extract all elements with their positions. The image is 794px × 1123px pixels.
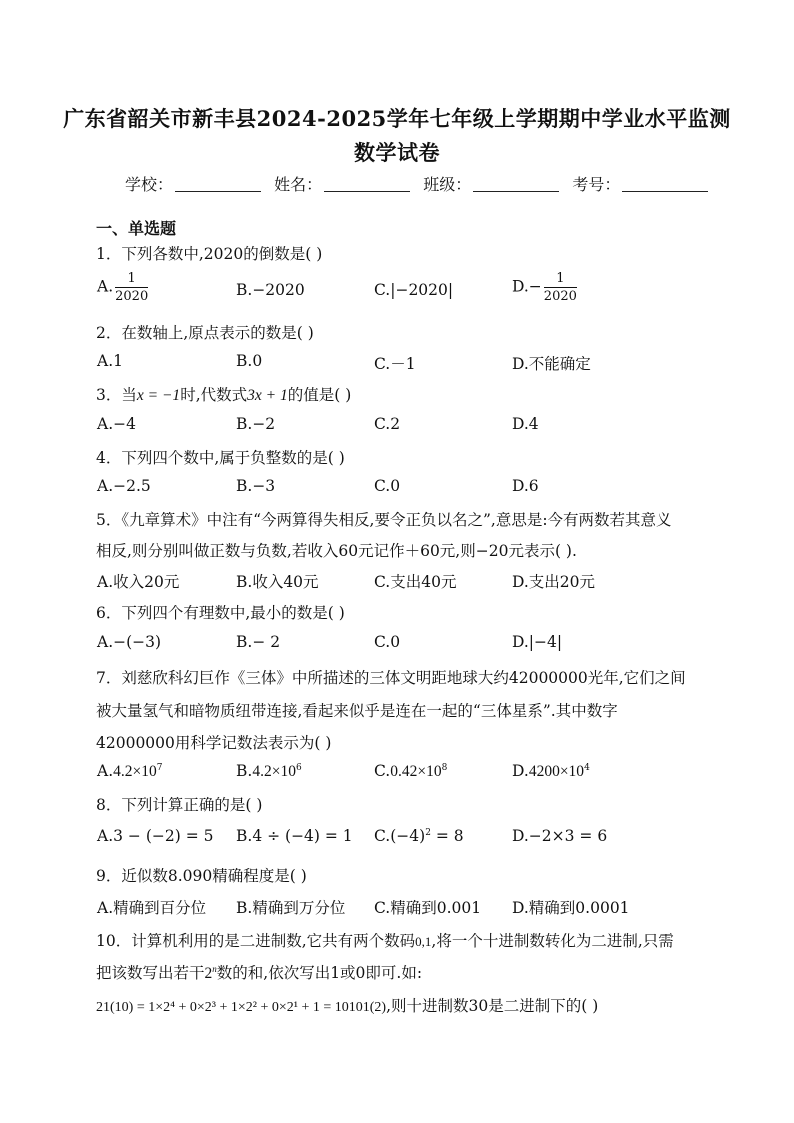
question-8-option-a: A.3 − (−2) = 5 — [97, 827, 214, 845]
question-7-option-c — [374, 762, 447, 781]
class-blank[interactable] — [473, 177, 559, 192]
exam-number-label: 考号： — [572, 175, 621, 194]
stem-text: 3．当 — [96, 386, 137, 404]
fraction — [544, 272, 577, 303]
section-title: 一、单选题 — [96, 219, 177, 238]
math-expression: 2 — [204, 965, 213, 982]
question-9-option-a: A.精确到百分位 — [97, 899, 207, 917]
question-1-option-d — [512, 272, 577, 303]
exam-subtitle: 数学试卷 — [354, 140, 440, 165]
option-label: A. — [97, 762, 114, 780]
question-1-option-b: B.−2020 — [236, 281, 305, 299]
question-2-option-c: C.－1 — [374, 355, 416, 373]
question-9-stem: 9．近似数8.090精确程度是( ) — [96, 867, 307, 885]
question-4-option-d: D.6 — [512, 477, 539, 495]
math-expression: 0,1 — [415, 934, 432, 949]
question-3-option-d: D.4 — [512, 415, 539, 433]
exponent: 2 — [425, 827, 431, 838]
question-9-option-c: C.精确到0.001 — [374, 899, 482, 917]
option-value: 4200×10 — [528, 763, 585, 780]
question-8-option-d: D.−2×3 = 6 — [512, 827, 608, 845]
option-value: 4.2×10 — [252, 763, 296, 780]
question-4-option-a: A.−2.5 — [97, 477, 151, 495]
fraction — [115, 272, 148, 303]
stem-text: ,则十进制数30是二进制下的( ) — [386, 997, 599, 1015]
question-1-option-a — [97, 272, 148, 303]
exponent: 4 — [584, 762, 590, 773]
question-9-option-b: B.精确到万分位 — [236, 899, 346, 917]
question-10-stem-line-1 — [96, 929, 674, 951]
option-label: B. — [236, 762, 253, 780]
school-blank[interactable] — [175, 177, 261, 192]
exponent: n — [212, 963, 217, 974]
exponent: 7 — [156, 762, 163, 773]
question-6-option-b: B.− 2 — [236, 633, 281, 651]
question-5-option-a: A.收入20元 — [97, 573, 180, 591]
question-9-option-d: D.精确到0.0001 — [512, 899, 630, 917]
question-4-option-b: B.−3 — [236, 477, 276, 495]
question-10-stem-line-3 — [96, 994, 598, 1016]
question-5-stem-line-1: 5．《九章算术》中注有“今两算得失相反,要令正负以名之”,意思是:今有两数若其意义 — [96, 511, 672, 529]
question-3-option-b: B.−2 — [236, 415, 276, 433]
name-label: 姓名： — [274, 175, 323, 194]
exam-number-blank[interactable] — [622, 177, 708, 192]
option-label: A. — [97, 277, 114, 296]
stem-text: 10．计算机利用的是二进制数,它共有两个数码 — [96, 932, 416, 950]
math-expression: x = −1 — [136, 387, 181, 404]
question-8-option-b: B.4 ÷ (−4) = 1 — [236, 827, 353, 845]
question-6-stem: 6．下列四个有理数中,最小的数是( ) — [96, 604, 345, 622]
question-3-stem — [96, 383, 351, 405]
question-7-option-b — [236, 762, 302, 781]
option-label: D. — [512, 762, 529, 780]
stem-text: ,将一个十进制数转化为二进制,只需 — [431, 932, 674, 950]
class-label: 班级： — [423, 175, 472, 194]
exponent: 8 — [441, 762, 448, 773]
question-7-stem-line-2: 被大量氢气和暗物质纽带连接,看起来似乎是连在一起的“三体星系”.其中数字 — [96, 702, 618, 720]
fraction-denominator: 2020 — [115, 289, 149, 304]
option-value: 0.42×10 — [390, 763, 442, 780]
question-6-option-c: C.0 — [374, 633, 401, 651]
exam-title: 广东省韶关市新丰县2024-2025学年七年级上学期期中学业水平监测 — [63, 106, 731, 131]
question-6-option-d: D.|−4| — [512, 633, 563, 651]
question-10-stem-line-2 — [96, 961, 422, 983]
question-1-option-c: C.|−2020| — [374, 281, 454, 299]
math-expression: 21(10) = 1×2⁴ + 0×2³ + 1×2² + 0×2¹ + 1 = 10101(2) — [96, 1000, 387, 1015]
question-5-option-d: D.支出20元 — [512, 573, 596, 591]
question-1-stem: 1．下列各数中,2020的倒数是( ) — [96, 245, 323, 263]
student-info-row — [125, 172, 712, 195]
stem-text: 数的和,依次写出1或0即可.如: — [216, 964, 423, 982]
question-2-option-d: D.不能确定 — [512, 355, 591, 373]
option-text: C.(−4) — [374, 827, 426, 845]
school-label: 学校： — [125, 175, 174, 194]
question-4-option-c: C.0 — [374, 477, 401, 495]
stem-text: 的值是( ) — [287, 386, 352, 404]
question-8-option-c — [374, 827, 464, 845]
question-8-stem: 8．下列计算正确的是( ) — [96, 796, 263, 814]
exponent: 6 — [295, 762, 302, 773]
question-4-stem: 4．下列四个数中,属于负整数的是( ) — [96, 449, 345, 467]
question-3-option-a: A.−4 — [97, 415, 136, 433]
question-2-option-a: A.1 — [97, 352, 123, 370]
question-2-option-b: B.0 — [236, 352, 263, 370]
option-label: D.− — [512, 277, 542, 296]
question-7-option-d — [512, 762, 590, 781]
math-expression: 3x + 1 — [247, 387, 288, 404]
option-text-rest: = 8 — [430, 827, 464, 845]
question-7-stem-line-1: 7．刘慈欣科幻巨作《三体》中所描述的三体文明距地球大约42000000光年,它们之间 — [96, 669, 686, 687]
fraction-denominator: 2020 — [543, 289, 577, 304]
fraction-numerator: 1 — [544, 272, 577, 288]
question-6-option-a: A.−(−3) — [97, 633, 162, 651]
question-7-stem-line-3: 42000000用科学记数法表示为( ) — [96, 734, 332, 752]
question-5-stem-line-2: 相反,则分别叫做正数与负数,若收入60元记作＋60元,则−20元表示( ). — [96, 542, 577, 560]
question-3-option-c: C.2 — [374, 415, 401, 433]
stem-text: 把该数写出若干 — [96, 964, 205, 982]
stem-text: 时,代数式 — [180, 386, 248, 404]
question-2-stem: 2．在数轴上,原点表示的数是( ) — [96, 324, 314, 342]
question-5-option-b: B.收入40元 — [236, 573, 319, 591]
option-label: C. — [374, 762, 391, 780]
option-value: 4.2×10 — [113, 763, 157, 780]
name-blank[interactable] — [324, 177, 410, 192]
question-7-option-a — [97, 762, 162, 781]
fraction-numerator: 1 — [115, 272, 148, 288]
question-5-option-c: C.支出40元 — [374, 573, 457, 591]
